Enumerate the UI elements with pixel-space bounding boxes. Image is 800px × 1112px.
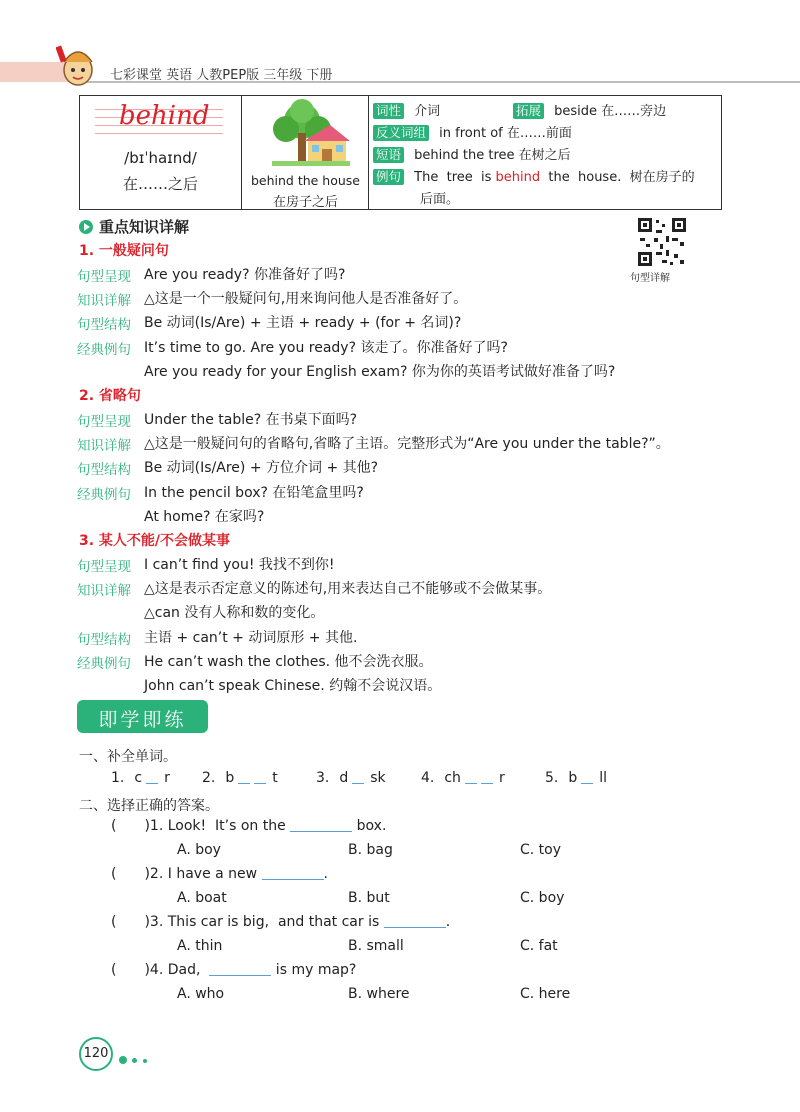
option: A. boat (177, 890, 227, 906)
vocab-ant-row (373, 122, 572, 141)
question-post: . (445, 914, 451, 930)
point-label: 经典例句 (77, 486, 131, 503)
vocab-example-row (373, 166, 695, 185)
answer-paren-open: ( (111, 914, 117, 930)
word-end: r (498, 770, 505, 786)
option: C. boy (520, 890, 565, 906)
question-stem (111, 914, 450, 930)
point-label: 句型结构 (77, 631, 131, 648)
answer-blank[interactable] (262, 866, 324, 880)
point-text: △这是一个一般疑问句,用来询问他人是否准备好了。 (144, 291, 468, 308)
fill-word-item (111, 770, 170, 786)
question-pre: This car is big, and that car is (167, 914, 384, 930)
word-start: c (134, 770, 143, 786)
vocab-pos-row (373, 100, 440, 119)
option: B. where (348, 986, 410, 1002)
word-number: 4. (421, 770, 435, 786)
qr-caption: 句型详解 (630, 273, 670, 284)
option: A. thin (177, 938, 223, 954)
option: C. toy (520, 842, 562, 858)
word-start: ch (444, 770, 461, 786)
point-label: 句型结构 (77, 462, 131, 479)
point-text: △这是表示否定意义的陈述句,用来表达自己不能够或不会做某事。 (144, 581, 552, 598)
page-number-badge (79, 1037, 113, 1071)
vocab-example-cont: 后面。 (420, 192, 460, 207)
section-title: 重点知识详解 (99, 218, 190, 236)
point-heading: 2. 省略句 (79, 388, 141, 404)
image-caption-en: behind the house (250, 173, 361, 188)
fill-word-item (202, 770, 278, 786)
vocab-word-cell (79, 95, 242, 210)
word-number: 3. (316, 770, 330, 786)
fill-word-item (545, 770, 607, 786)
option: C. here (520, 986, 571, 1002)
letter-blank[interactable] (352, 771, 364, 784)
question-stem (111, 818, 386, 834)
word-start: d (339, 770, 349, 786)
vocab-ant: in front of 在……前面 (439, 126, 572, 141)
point-text: Be 动词(Is/Are) + 主语 + ready + (for + 名词)? (144, 315, 462, 332)
point-text: John can’t speak Chinese. 约翰不会说汉语。 (144, 678, 442, 694)
practice-part2: 二、选择正确的答案。 (79, 798, 219, 814)
option: B. small (348, 938, 404, 954)
image-caption-cn: 在房子之后 (272, 195, 338, 210)
question-number: )2. (144, 866, 168, 882)
question-pre: Look! It’s on the (167, 818, 291, 834)
point-label: 知识详解 (77, 438, 131, 455)
tag-ant: 反义词组 (373, 125, 429, 141)
point-text: At home? 在家吗? (144, 508, 265, 525)
practice-part1: 一、补全单词。 (79, 749, 177, 765)
word-end: ll (599, 770, 608, 786)
fill-word-item (316, 770, 386, 786)
letter-blank[interactable] (254, 771, 266, 784)
vocab-word: behind (119, 101, 210, 131)
answer-blank[interactable] (384, 914, 446, 928)
point-text: It’s time to go. Are you ready? 该走了。你准备好了吗? (144, 339, 508, 356)
practice-title: 即学即练 (98, 709, 187, 731)
tree-house-illustration (262, 99, 352, 171)
answer-blank[interactable] (209, 962, 271, 976)
vocab-pos: 介词 (414, 104, 441, 119)
fill-word-item (421, 770, 505, 786)
vocab-ext: beside 在……旁边 (554, 104, 667, 119)
point-text: Under the table? 在书桌下面吗? (144, 412, 358, 428)
vocab-example-post: the house. 树在房子的 (540, 170, 695, 185)
tag-example: 例句 (373, 169, 404, 185)
point-label: 句型结构 (77, 317, 131, 334)
option: A. boy (177, 842, 221, 858)
letter-blank[interactable] (146, 771, 158, 784)
point-text: △can 没有人称和数的变化。 (144, 605, 325, 622)
point-text: △这是一般疑问句的省略句,省略了主语。完整形式为“Are you under the table?”。 (144, 436, 670, 453)
word-number: 5. (545, 770, 559, 786)
vocab-meaning: 在……之后 (122, 175, 198, 193)
point-label: 经典例句 (77, 341, 131, 358)
point-label: 知识详解 (77, 583, 131, 600)
point-text: He can’t wash the clothes. 他不会洗衣服。 (144, 653, 433, 670)
letter-blank[interactable] (238, 771, 250, 784)
answer-paren-open: ( (111, 962, 117, 978)
point-label: 经典例句 (77, 655, 131, 672)
point-text: In the pencil box? 在铅笔盒里吗? (144, 484, 364, 501)
mascot-icon (56, 40, 100, 88)
point-text: I can’t find you! 我找不到你! (144, 557, 335, 573)
question-stem (111, 962, 356, 978)
vocab-phonetic: /bɪˈhaɪnd/ (124, 149, 197, 167)
qr-code-icon[interactable] (636, 216, 688, 268)
letter-blank[interactable] (465, 771, 477, 784)
point-label: 句型呈现 (77, 414, 131, 430)
question-post: . (323, 866, 328, 882)
answer-paren-open: ( (111, 866, 117, 882)
tag-ext: 拓展 (513, 103, 544, 119)
word-end: sk (370, 770, 386, 786)
section-title-row (79, 216, 189, 237)
header-title: 七彩课堂 英语 人教PEP版 三年级 下册 (110, 68, 333, 83)
letter-blank[interactable] (481, 771, 493, 784)
question-pre: I have a new (167, 866, 262, 882)
point-text: 主语 + can’t + 动词原形 + 其他. (144, 629, 358, 646)
option: B. but (348, 890, 390, 906)
option: B. bag (348, 842, 393, 858)
word-end: r (164, 770, 170, 786)
word-number: 2. (202, 770, 216, 786)
play-icon (79, 220, 93, 234)
question-pre: Dad, (167, 962, 210, 978)
word-number: 1. (111, 770, 125, 786)
point-text: Be 动词(Is/Are) + 方位介词 + 其他? (144, 460, 379, 477)
question-number: )3. (144, 914, 168, 930)
vocab-phrase: behind the tree 在树之后 (414, 148, 571, 163)
question-number: )4. (144, 962, 168, 978)
vocab-example-highlight: behind (495, 170, 541, 185)
tag-pos: 词性 (373, 103, 404, 119)
vocab-image-cell (242, 95, 369, 210)
point-heading: 1. 一般疑问句 (79, 243, 169, 259)
point-text: Are you ready? 你准备好了吗? (144, 267, 346, 283)
question-stem (111, 866, 328, 882)
page-number: 120 (83, 1046, 109, 1061)
point-label: 句型呈现 (77, 559, 131, 575)
question-post: is my map? (271, 962, 357, 978)
point-text: Are you ready for your English exam? 你为你的英语考试做好准备了吗? (144, 363, 616, 380)
point-label: 知识详解 (77, 293, 131, 310)
option: C. fat (520, 938, 558, 954)
answer-paren-open: ( (111, 818, 117, 834)
answer-blank[interactable] (290, 818, 352, 832)
point-heading: 3. 某人不能/不会做某事 (79, 533, 231, 549)
decor-dot (132, 1058, 137, 1063)
letter-blank[interactable] (581, 771, 593, 784)
vocab-example-pre: The tree is (414, 170, 496, 185)
tag-phrase: 短语 (373, 147, 404, 163)
option: A. who (177, 986, 225, 1002)
decor-dot (143, 1059, 147, 1063)
decor-dot (119, 1056, 127, 1064)
practice-banner (77, 700, 208, 733)
vocab-ext-row (513, 100, 666, 119)
vocab-phrase-row (373, 144, 571, 163)
point-label: 句型呈现 (77, 269, 131, 285)
question-post: box. (352, 818, 387, 834)
word-start: b (568, 770, 578, 786)
word-end: t (272, 770, 278, 786)
word-start: b (225, 770, 235, 786)
question-number: )1. (144, 818, 168, 834)
